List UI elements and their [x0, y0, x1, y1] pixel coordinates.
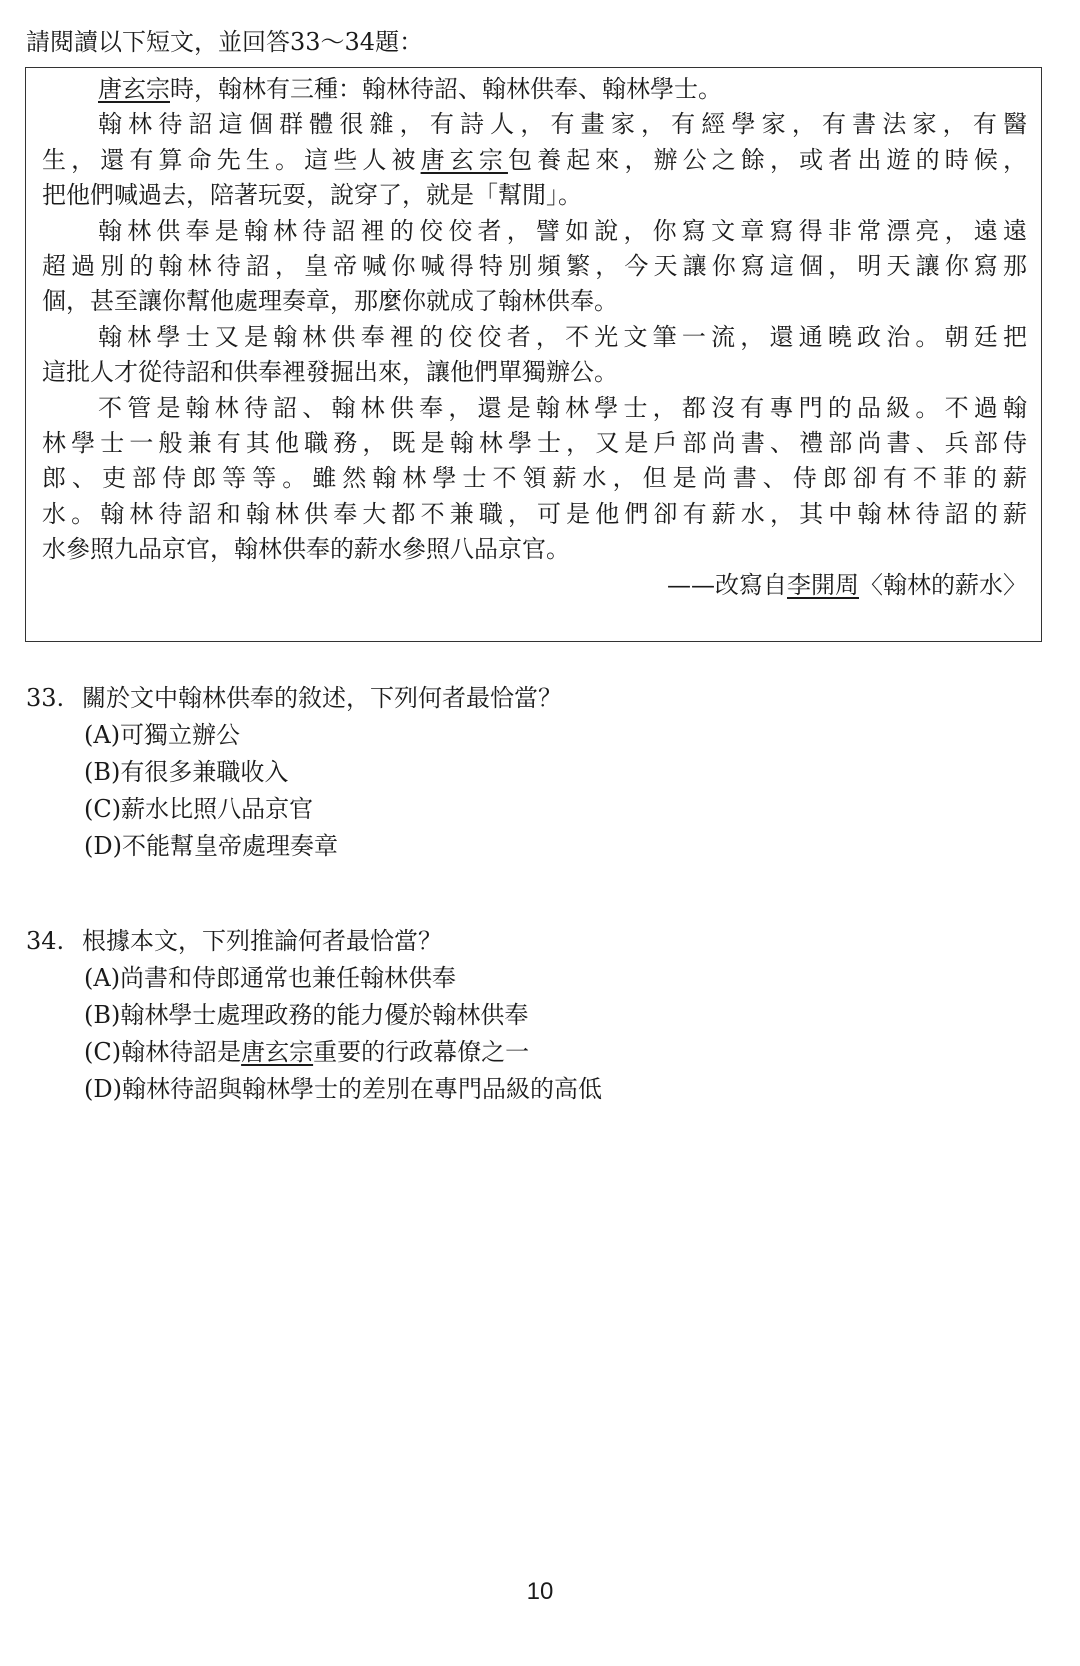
option-34-d: (D)翰林待詔與翰林學士的差別在專門品級的高低: [84, 1075, 602, 1103]
person-name: 唐玄宗: [420, 146, 508, 174]
option-34-b: (B)翰林學士處理政務的能力優於翰林供奉: [84, 1001, 529, 1029]
passage-box: [25, 67, 1042, 642]
passage-line: 翰林待詔這個群體很雜，有詩人，有畫家，有經學家，有書法家，有醫: [98, 110, 1027, 138]
passage-line: 翰林供奉是翰林待詔裡的佼佼者，譬如說，你寫文章寫得非常漂亮，遠遠: [98, 217, 1027, 245]
option-33-d: (D)不能幫皇帝處理奏章: [84, 832, 338, 860]
passage-line: 超過別的翰林待詔，皇帝喊你喊得特別頻繁，今天讓你寫這個，明天讓你寫那: [42, 252, 1027, 280]
question-34: [26, 923, 442, 959]
author-name: 李開周: [787, 571, 859, 599]
passage-line: 水參照九品京官，翰林供奉的薪水參照八品京官。: [42, 535, 570, 563]
passage-line: 不管是翰林待詔、翰林供奉，還是翰林學士，都沒有專門的品級。不過翰: [98, 394, 1027, 422]
person-name: 唐玄宗: [241, 1038, 314, 1066]
passage-line: 把他們喊過去，陪著玩耍，說穿了，就是「幫閒」。: [42, 181, 582, 209]
passage-line: 林學士一般兼有其他職務，既是翰林學士，又是戶部尚書、禮部尚書、兵部侍: [42, 429, 1027, 457]
passage-line: 水。翰林待詔和翰林供奉大都不兼職，可是他們卻有薪水，其中翰林待詔的薪: [42, 500, 1027, 528]
option-33-c: (C)薪水比照八品京官: [84, 795, 314, 823]
question-stem: 根據本文，下列推論何者最恰當？: [82, 927, 442, 955]
question-number: 33.: [26, 684, 65, 712]
question-33: [26, 680, 562, 716]
option-33-b: (B)有很多兼職收入: [84, 758, 289, 786]
option-34-a: (A)尚書和侍郎通常也兼任翰林供奉: [84, 964, 457, 992]
option-33-a: (A)可獨立辦公: [84, 721, 241, 749]
person-name: 唐玄宗: [98, 75, 170, 103]
page-number: 10: [526, 1578, 554, 1605]
passage-line: 唐玄宗時，翰林有三種：翰林待詔、翰林供奉、翰林學士。: [98, 75, 722, 103]
passage-line: 這批人才從待詔和供奉裡發掘出來，讓他們單獨辦公。: [42, 358, 618, 386]
passage-line: 郎、吏部侍郎等等。雖然翰林學士不領薪水，但是尚書、侍郎卻有不菲的薪: [42, 464, 1027, 492]
passage-line: 個，甚至讓你幫他處理奏章，那麼你就成了翰林供奉。: [42, 287, 618, 315]
passage-line: 生，還有算命先生。這些人被唐玄宗包養起來，辦公之餘，或者出遊的時候，: [42, 146, 1028, 174]
passage-source: ——改寫自李開周〈翰林的薪水〉: [667, 571, 1027, 599]
reading-instruction: 請閱讀以下短文，並回答33～34題：: [26, 28, 424, 56]
question-number: 34.: [26, 927, 65, 955]
option-34-c: (C)翰林待詔是唐玄宗重要的行政幕僚之一: [84, 1038, 530, 1066]
question-stem: 關於文中翰林供奉的敘述，下列何者最恰當？: [82, 684, 562, 712]
passage-line: 翰林學士又是翰林供奉裡的佼佼者，不光文筆一流，還通曉政治。朝廷把: [98, 323, 1027, 351]
